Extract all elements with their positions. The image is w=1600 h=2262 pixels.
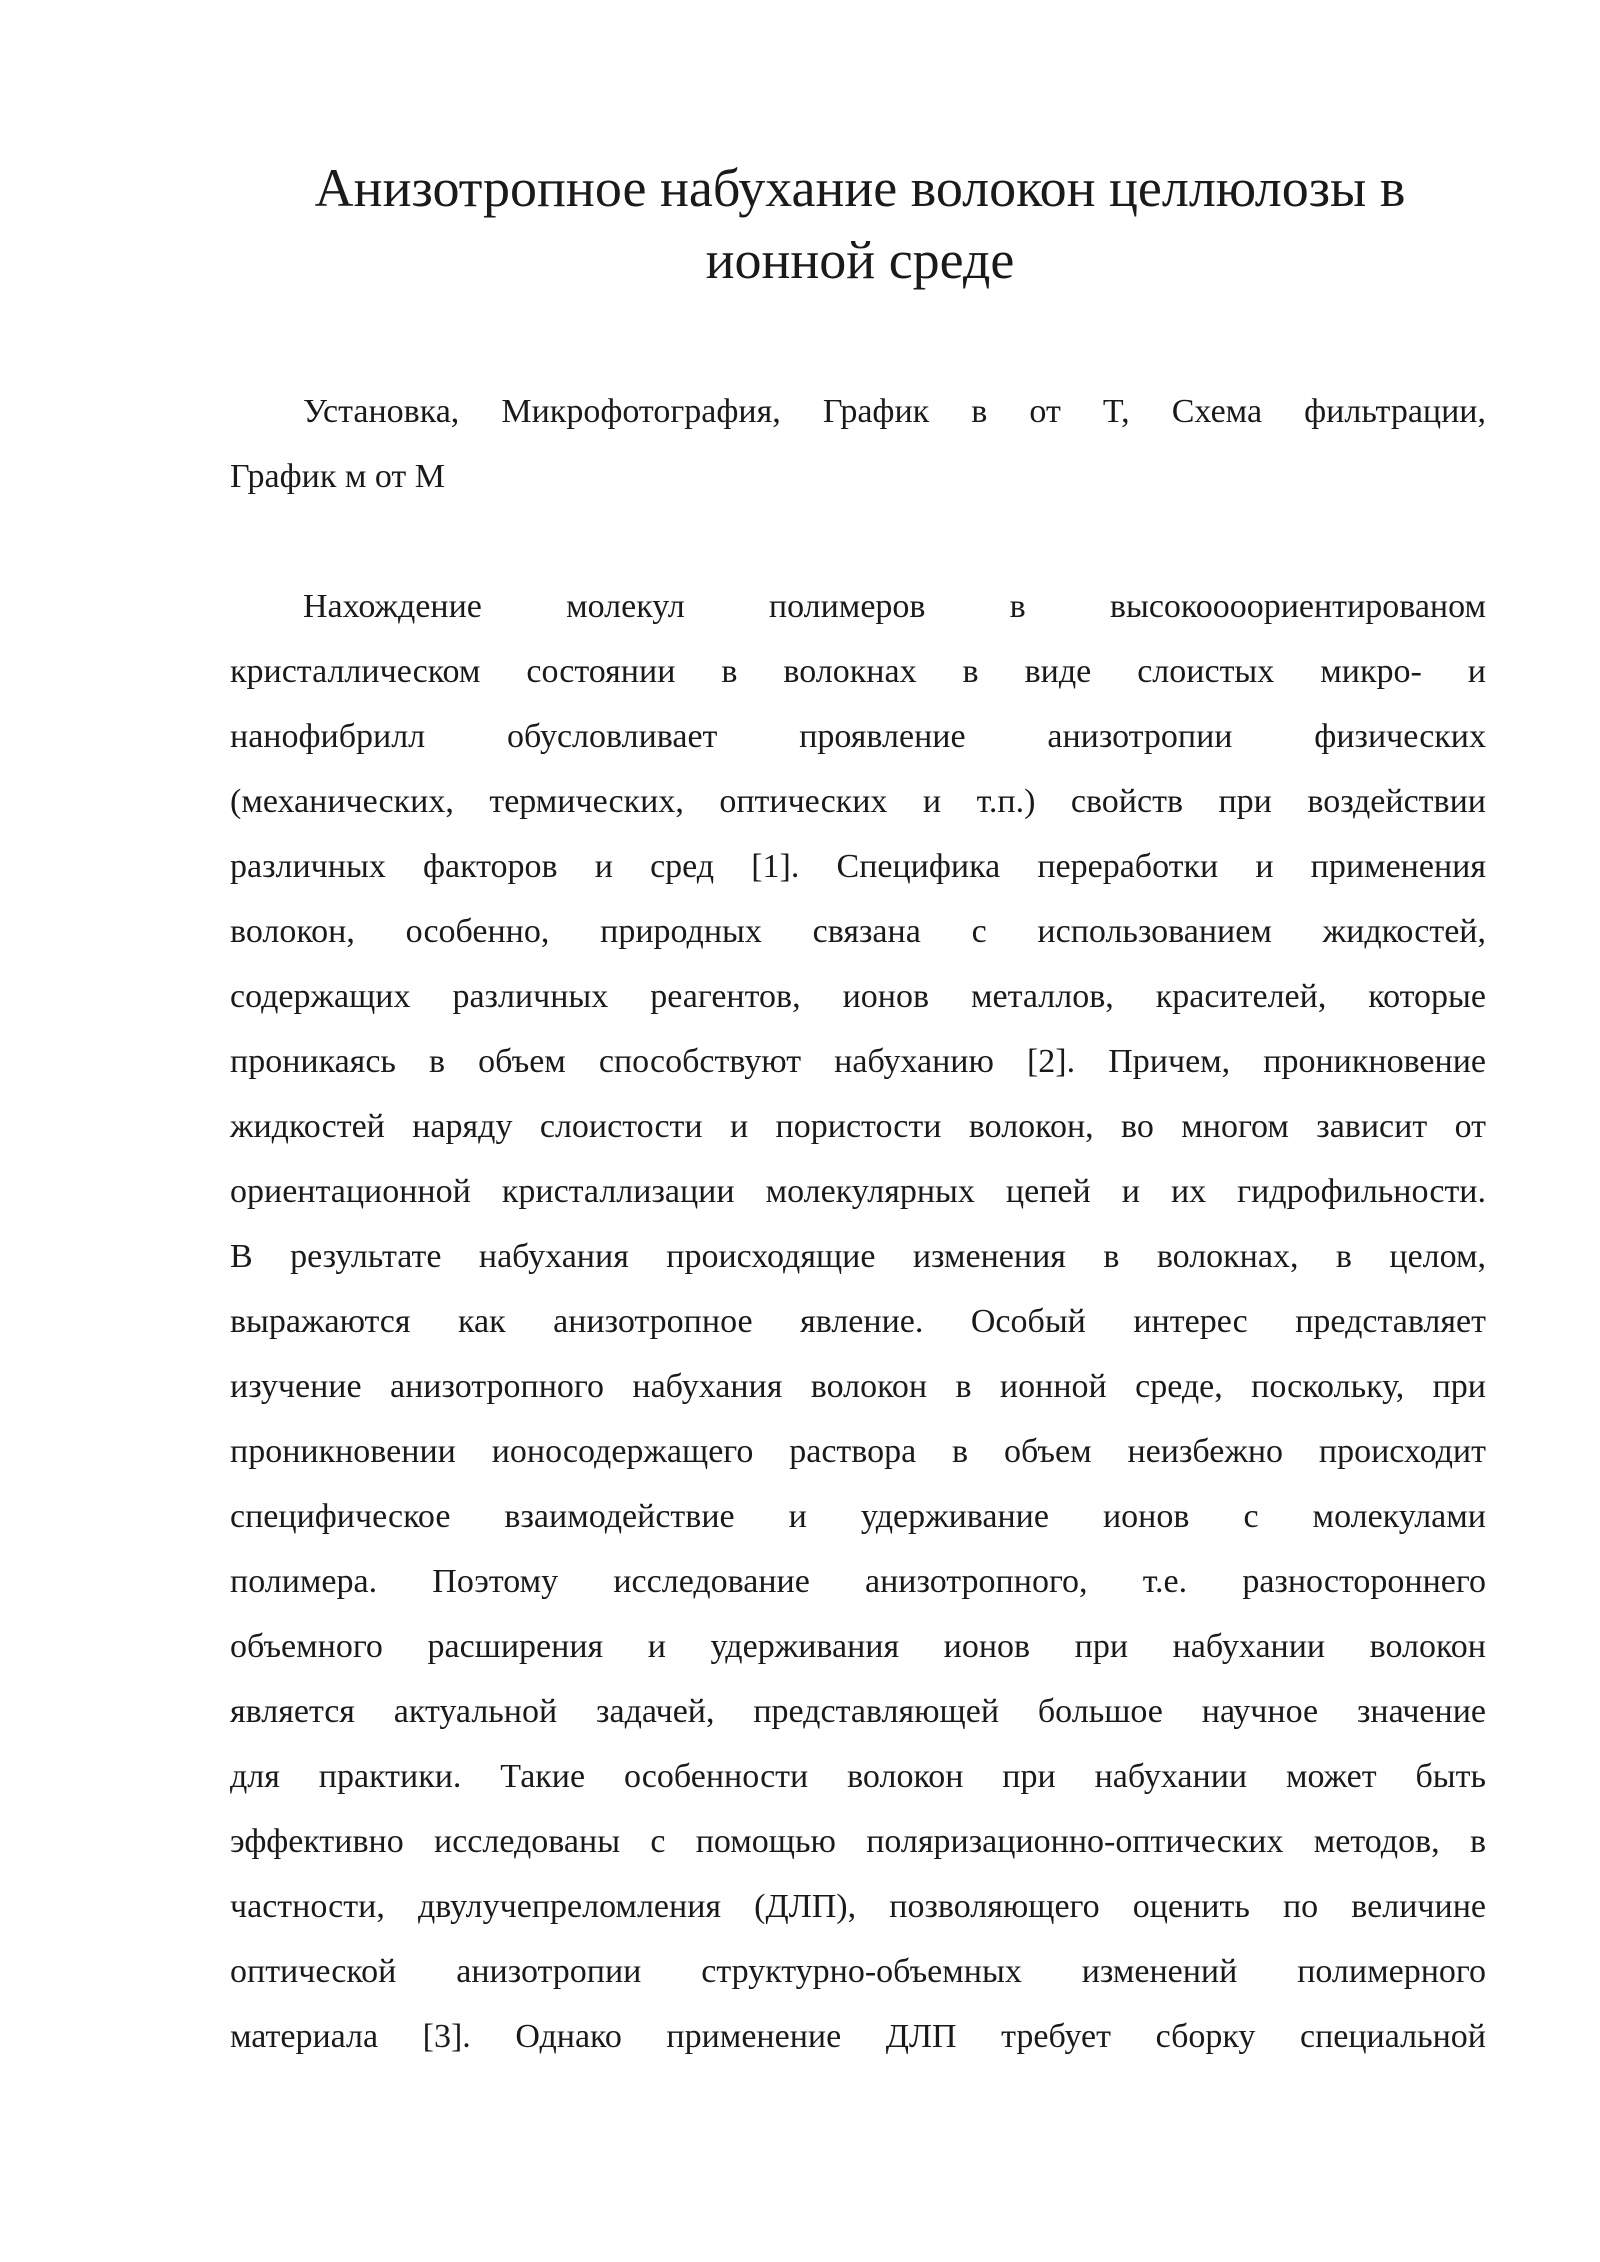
page-title bbox=[200, 152, 1520, 296]
body-line: частности, двулучепреломления (ДЛП), позволяющего оценить по величине bbox=[230, 1888, 1486, 1925]
body-line: для практики. Такие особенности волокон при набухании может быть bbox=[230, 1758, 1486, 1795]
body-line: проникновении ионосодержащего раствора в объем неизбежно происходит bbox=[230, 1433, 1486, 1470]
body-line: является актуальной задачей, представляющей большое научное значение bbox=[230, 1693, 1486, 1730]
body-line: проникаясь в объем способствуют набуханию [2]. Причем, проникновение bbox=[230, 1043, 1486, 1080]
body-line: специфическое взаимодействие и удерживание ионов с молекулами bbox=[230, 1498, 1486, 1535]
body-line: материала [3]. Однако применение ДЛП требует сборку специальной bbox=[230, 2018, 1486, 2055]
note-line: График м от M bbox=[230, 458, 446, 495]
body-line: полимера. Поэтому исследование анизотропного, т.е. разностороннего bbox=[230, 1563, 1486, 1600]
body-line: (механических, термических, оптических и т.п.) свойств при воздействии bbox=[230, 783, 1486, 820]
title-line-2: ионной среде bbox=[705, 230, 1015, 290]
body-line: содержащих различных реагентов, ионов металлов, красителей, которые bbox=[230, 978, 1486, 1015]
body-line: эффективно исследованы с помощью поляризационно-оптических методов, в bbox=[230, 1823, 1486, 1860]
note-line: Установка, Микрофотография, График в от T, Схема фильтрации, bbox=[303, 393, 1486, 430]
body-line: выражаются как анизотропное явление. Особый интерес представляет bbox=[230, 1303, 1486, 1340]
body-line: объемного расширения и удерживания ионов при набухании волокон bbox=[230, 1628, 1486, 1665]
body-line: нанофибрилл обусловливает проявление анизотропии физических bbox=[230, 718, 1486, 755]
title-line-1: Анизотропное набухание волокон целлюлозы в bbox=[314, 158, 1406, 218]
body-line: жидкостей наряду слоистости и пористости волокон, во многом зависит от bbox=[230, 1108, 1486, 1145]
body-line: изучение анизотропного набухания волокон в ионной среде, поскольку, при bbox=[230, 1368, 1486, 1405]
body-line: волокон, особенно, природных связана с использованием жидкостей, bbox=[230, 913, 1486, 950]
body-line: Нахождение молекул полимеров в высокоооориентированом bbox=[303, 588, 1486, 625]
body-line: кристаллическом состоянии в волокнах в виде слоистых микро- и bbox=[230, 653, 1486, 690]
body-line: различных факторов и сред [1]. Специфика переработки и применения bbox=[230, 848, 1486, 885]
body-line: В результате набухания происходящие изменения в волокнах, в целом, bbox=[230, 1238, 1486, 1275]
body-line: ориентационной кристаллизации молекулярных цепей и их гидрофильности. bbox=[230, 1173, 1486, 1210]
body-line: оптической анизотропии структурно-объемных изменений полимерного bbox=[230, 1953, 1486, 1990]
